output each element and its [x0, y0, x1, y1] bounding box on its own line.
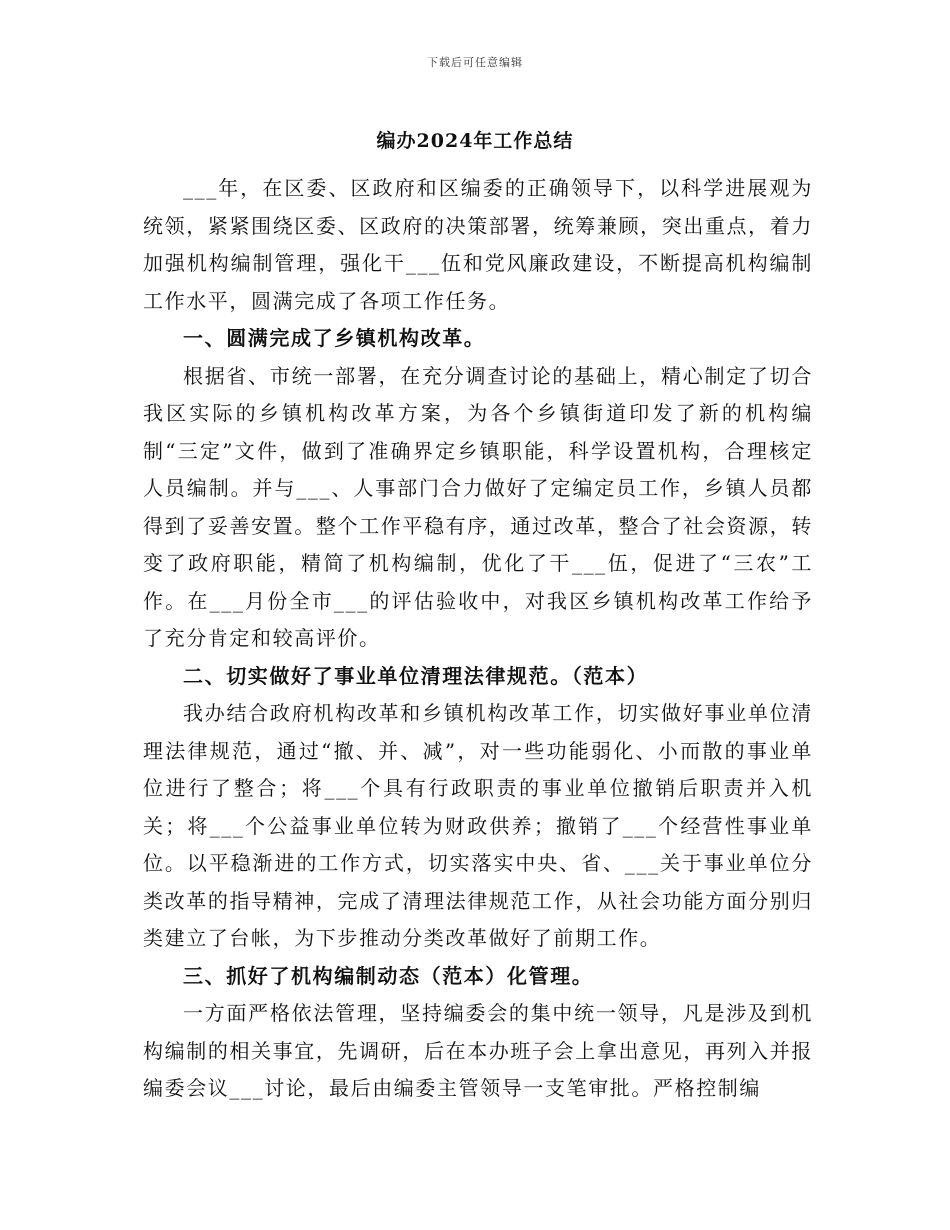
document-body: [143, 170, 813, 1108]
header-note: 下载后可任意编辑: [427, 56, 523, 69]
section1-paragraph: 根据省、市统一部署，在充分调查讨论的基础上，精心制定了切合我区实际的乡镇机构改革方案，为各个乡镇街道印发了新的机构编制“三定”文件，做到了准确界定乡镇职能，科学设置机构，合理核定人员编制。并与___、人事部门合力做好了定编定员工作，乡镇人员都得到了妥善安置。整个工作平稳有序，通过改革，整合了社会资源，转变了政府职能，精简了机构编制，优化了干___伍，促进了“三农”工作。在___月份全市___的评估验收中，对我区乡镇机构改革工作给予了充分肯定和较高评价。: [143, 363, 813, 650]
document-title: 编办2024年工作总结: [376, 130, 574, 152]
section3-paragraph: 一方面严格依法管理，坚持编委会的集中统一领导，凡是涉及到机构编制的相关事宜，先调研，后在本办班子会上拿出意见，再列入并报编委会议___讨论，最后由编委主管领导一支笔审批。严格控制编: [143, 1001, 813, 1100]
section1-heading: 一、圆满完成了乡镇机构改革。: [183, 326, 486, 350]
intro-paragraph: ___年，在区委、区政府和区编委的正确领导下，以科学进展观为统领，紧紧围绕区委、区政府的决策部署，统筹兼顾，突出重点，着力加强机构编制管理，强化干___伍和党风廉政建设，不断提高机构编制工作水平，圆满完成了各项工作任务。: [143, 176, 813, 313]
section2-paragraph: 我办结合政府机构改革和乡镇机构改革工作，切实做好事业单位清理法律规范，通过“撤、并、减”，对一些功能弱化、小而散的事业单位进行了整合；将___个具有行政职责的事业单位撤销后职责并入机关；将___个公益事业单位转为财政供养；撤销了___个经营性事业单位。以平稳渐进的工作方式，切实落实中央、省、___关于事业单位分类改革的指导精神，完成了清理法律规范工作，从社会功能方面分别归类建立了台帐，为下步推动分类改革做好了前期工作。: [143, 701, 813, 950]
section2-heading: 二、切实做好了事业单位清理法律规范。（范本）: [183, 663, 649, 688]
section3-heading: 三、抓好了机构编制动态（范本）化管理。: [183, 963, 594, 988]
